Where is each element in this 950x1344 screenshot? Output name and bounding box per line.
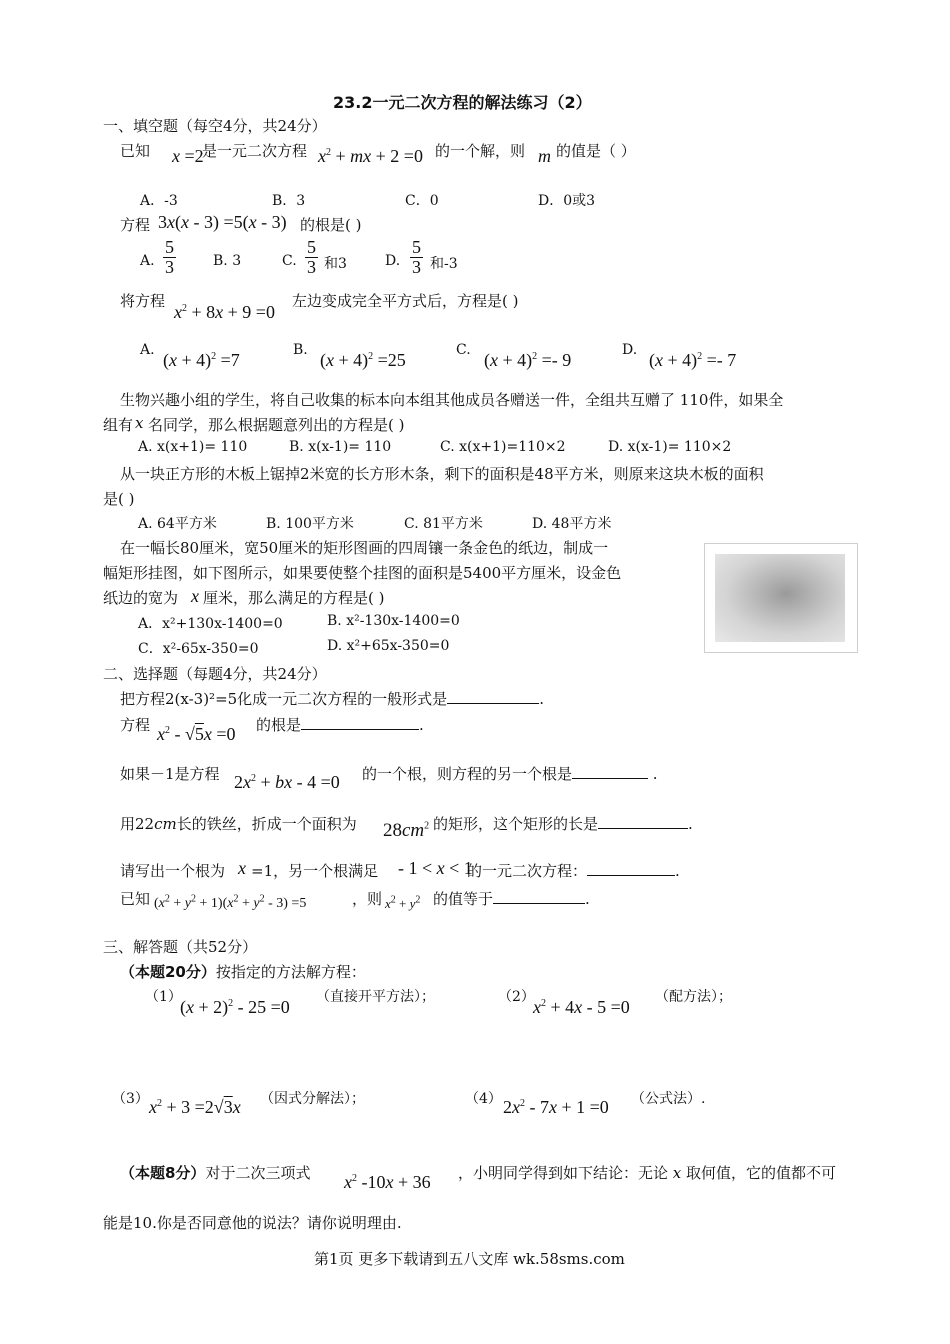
q6-option-d: D. x²+65x-350=0 [327, 638, 450, 654]
q1-mid: 是一元二次方程 [202, 142, 308, 160]
s3-p2-text: ，小明同学得到如下结论：无论 x 取何值，它的值都不可 [458, 1164, 837, 1182]
q6-x: x [191, 586, 199, 606]
s2-q6-a: 已知 [120, 890, 151, 908]
q2-option-c-text: 和3 [324, 256, 347, 272]
s2-q6-post: 的值等于 . [433, 890, 590, 908]
q2-option-b: B. 3 [213, 253, 242, 269]
s2-q3-equation: $2x^2$ + bx - 4 =0 [234, 772, 340, 792]
section2-heading: 二、选择题（每题4分，共24分） [103, 665, 327, 683]
s2-q4-post: 的矩形，这个矩形的长是 . [433, 815, 693, 833]
q2-option-d-text: 和-3 [430, 256, 458, 272]
q1-m: m [538, 146, 551, 166]
q2-equation: 3x(x - 3) =5(x - 3) [158, 212, 287, 232]
q6-option-c: C．x²-65x-350=0 [138, 641, 259, 657]
q2-option-c: C. [282, 253, 297, 269]
s2-q6-expr: $x^2 + y^2$ [385, 894, 421, 911]
q6-line1: 在一幅长80厘米，宽50厘米的矩形图画的四周镶一条金色的纸边，制成一 [120, 539, 609, 557]
s3-item3-number: （3） [112, 1091, 149, 1107]
q1-post: 的一个解，则 [435, 142, 526, 160]
q1-equation: $x^2$ + mx + 2 =0 [318, 146, 423, 166]
q1-eq-x: x =2 [172, 146, 204, 166]
s2-q3-post: 的一个根，则方程的另一个根是 . [362, 765, 658, 783]
s3-item2-equation: $x^2 + 4x - 5 =0$ [533, 997, 630, 1017]
s3-item2-method: （配方法）； [655, 989, 732, 1005]
q4-x: x [135, 414, 144, 432]
q3-post: 左边变成完全平方式后，方程是( ) [292, 292, 519, 310]
s2-q2-blank: 的根是 . [256, 716, 424, 734]
s3-p2-label: （本题8分）对于二次三项式 [120, 1164, 311, 1182]
q6-line2: 幅矩形挂图，如下图所示，如果要使整个挂图的面积是5400平方厘米，设金色 [103, 564, 622, 582]
q4-line1: 生物兴趣小组的学生，将自己收集的标本向本组其他成员各赠送一件，全组共互赠了 110件，如果全 [120, 391, 784, 409]
picture-photo [715, 554, 845, 642]
q4-option-d: D. x(x-1)= 110×2 [608, 439, 732, 455]
s2-q5-b: =1，另一个根满足 [251, 862, 379, 880]
s2-q1: 把方程2(x-3)²=5化成一元二次方程的一般形式是 . [120, 690, 544, 708]
s3-item4-equation: $2x^2 - 7x + 1 =0$ [503, 1097, 609, 1117]
q3-eq-b: $(x + 4)^2 =25$ [320, 350, 406, 370]
s3-p2-expression: $x^2$ -10x + 36 [344, 1172, 431, 1192]
q3-eq-d: $(x + 4)^2 =- 7$ [649, 350, 737, 370]
q3-pre: 将方程 [120, 292, 166, 310]
q5-option-a: A. 64平方米 [138, 516, 217, 532]
q6-option-b: B. x²-130x-1400=0 [327, 613, 460, 629]
s2-q2-equation: $x^2 - √5x =0$ [157, 724, 236, 744]
q5-line1: 从一块正方形的木板上锯掉2米宽的长方形木条，剩下的面积是48平方米，则原来这块木板的面积 [120, 465, 764, 483]
s2-q3-pre: 如果－1是方程 [120, 765, 220, 783]
q2-post: 的根是( ) [300, 216, 362, 234]
s2-q6-equation: $(x^2 + y^2 + 1)(x^2 + y^2 - 3) =5$ [154, 893, 307, 911]
q2-pre: 方程 [120, 216, 151, 234]
q3-option-c: C. [456, 342, 471, 358]
q4-line2-a: 组有 [103, 416, 134, 434]
q6-option-a: A．x²+130x-1400=0 [138, 616, 283, 632]
q3-eq-a: $(x + 4)^2 =7$ [163, 350, 240, 370]
q3-option-d: D. [622, 342, 638, 358]
s3-item2-number: （2） [498, 989, 535, 1005]
s3-item1-number: （1） [145, 989, 182, 1005]
q4-option-a: A. x(x+1)= 110 [138, 439, 248, 455]
s2-q4-area: $28cm^2$ [383, 820, 430, 841]
q5-option-b: B. 100平方米 [266, 516, 354, 532]
section1-heading: 一、填空题（每空4分，共24分） [103, 117, 327, 135]
q2-frac-c: $\frac{5}{3}$ [307, 237, 316, 277]
q1-pre: 已知 [120, 142, 151, 160]
s3-item3-equation: $x^2 + 3 =2√3x$ [149, 1097, 241, 1117]
s2-q5-inequality: - 1 < x < 1 [398, 858, 473, 878]
q1-option-b: B．3 [272, 193, 306, 209]
s3-item3-method: （因式分解法）； [260, 1091, 365, 1107]
q2-frac-d: $\frac{5}{3}$ [412, 237, 421, 277]
s3-item4-number: （4） [465, 1091, 502, 1107]
q3-eq-c: $(x + 4)^2 =- 9$ [484, 350, 572, 370]
q3-option-a: A. [140, 342, 155, 358]
q4-option-c: C. x(x+1)=110×2 [440, 439, 566, 455]
s3-p1-heading: （本题20分）按指定的方法解方程： [120, 963, 366, 981]
s2-q2-pre: 方程 [120, 716, 151, 734]
q3-option-b: B. [293, 342, 308, 358]
q1-option-c: C．0 [405, 193, 439, 209]
s3-item4-method: （公式法）. [631, 1091, 706, 1107]
s2-q5-a: 请写出一个根为 [120, 862, 226, 880]
q4-option-b: B. x(x-1)= 110 [289, 439, 392, 455]
q5-option-d: D. 48平方米 [532, 516, 612, 532]
s2-q5-post: 的一元二次方程： . [467, 862, 680, 880]
s2-q6-b: ，则 [352, 890, 383, 908]
page-title: 23.2一元二次方程的解法练习（2） [333, 93, 592, 112]
page-footer: 第1页 更多下载请到五八文库 wk.58sms.com [314, 1250, 625, 1268]
q2-option-d: D. [385, 253, 401, 269]
s3-p2-line2: 能是10.你是否同意他的说法？请你说明理由. [103, 1214, 402, 1232]
q1-end: 的值是（ ） [556, 142, 636, 160]
q3-equation: $x^2 + 8x + 9 =0$ [174, 302, 275, 322]
section3-heading: 三、解答题（共52分） [103, 938, 258, 956]
s2-q4-a: 用22cm长的铁丝，折成一个面积为 [120, 815, 357, 833]
s3-item1-method: （直接开平方法）； [316, 989, 435, 1005]
s2-q5-x: x [238, 858, 246, 878]
q6-line3-a: 纸边的宽为 [103, 589, 179, 607]
q4-line2-b: 名同学，那么根据题意列出的方程是( ) [148, 416, 405, 434]
q1-option-a: A．-3 [140, 193, 178, 209]
q2-frac-a: $\frac{5}{3}$ [165, 237, 174, 277]
framed-picture-image [704, 543, 858, 653]
q2-option-a: A. [140, 253, 155, 269]
q5-line2: 是( ) [103, 490, 135, 508]
q1-option-d: D．0或3 [538, 193, 596, 209]
q6-line3-b: 厘米，那么满足的方程是( ) [203, 589, 385, 607]
q5-option-c: C. 81平方米 [404, 516, 483, 532]
s3-item1-equation: $(x + 2)^2 - 25 =0$ [180, 997, 290, 1017]
